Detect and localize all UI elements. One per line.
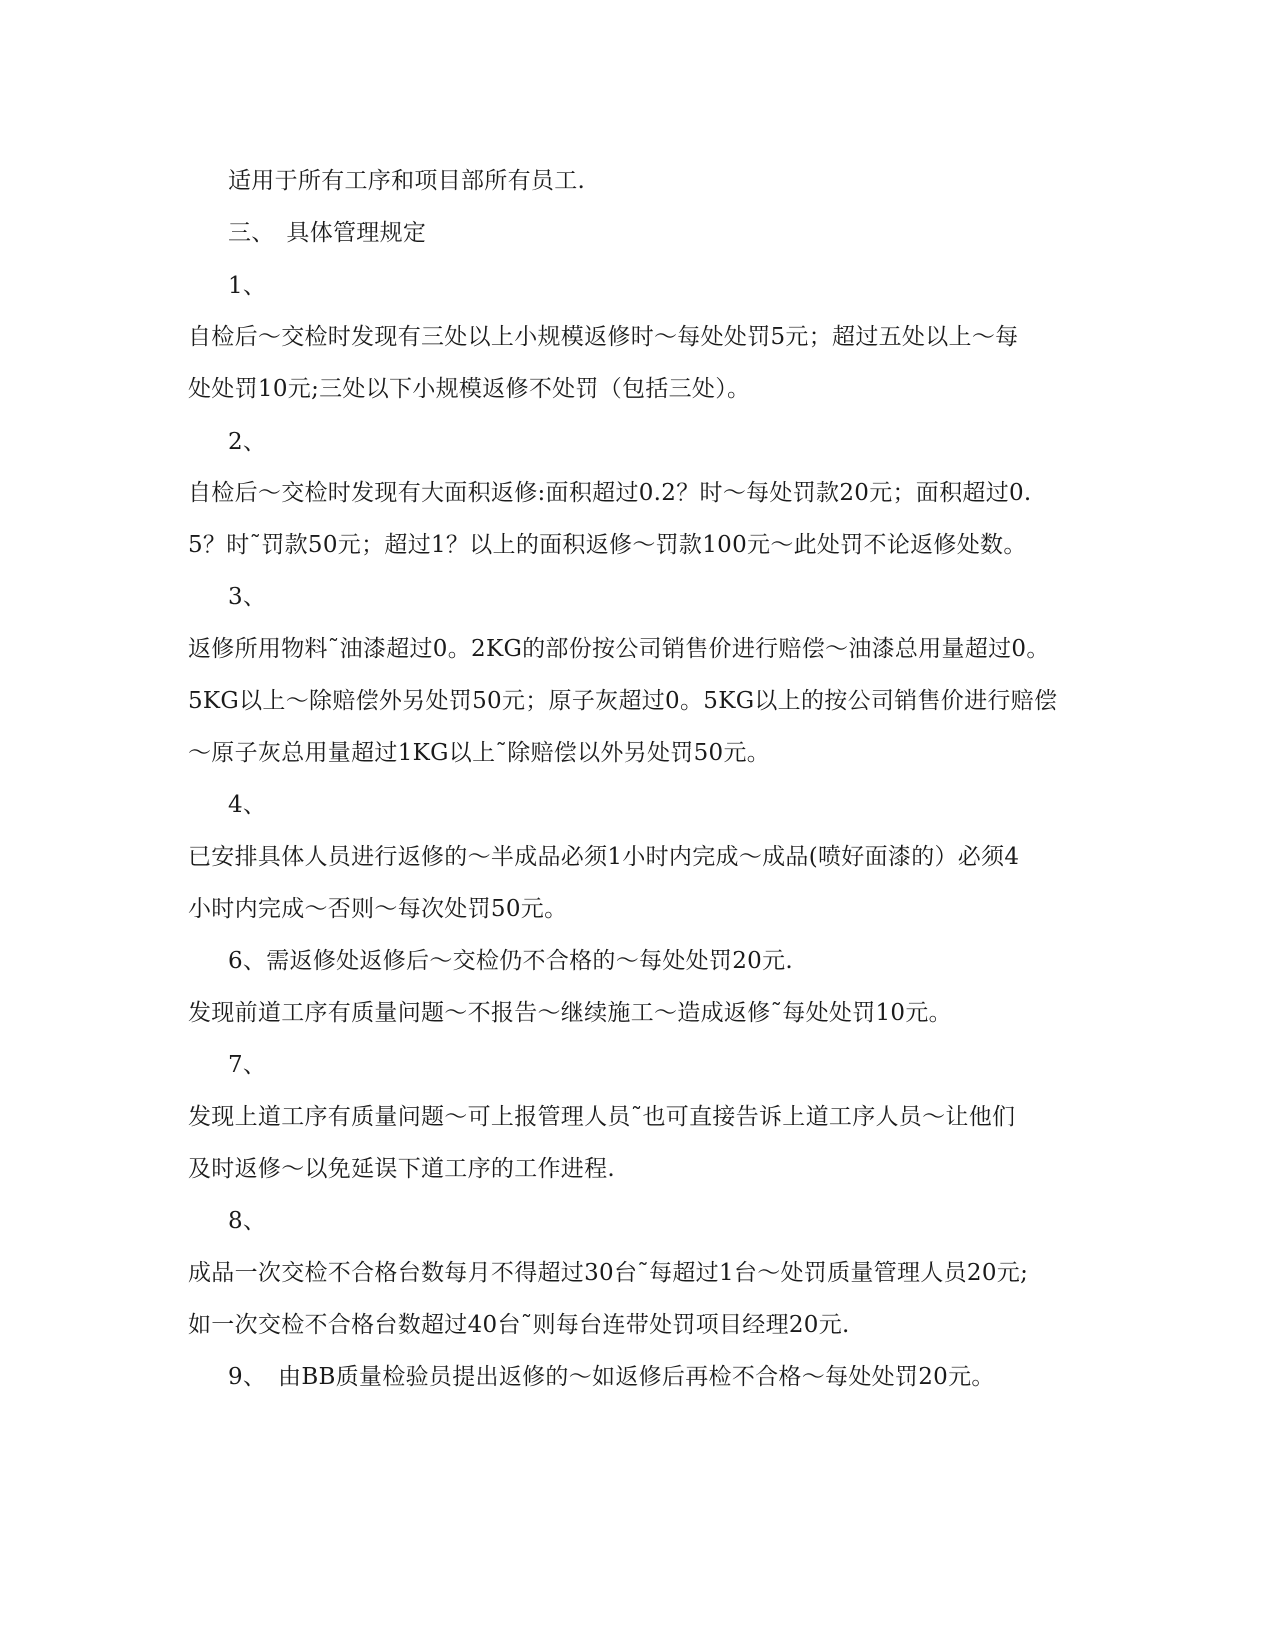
item-7-text-line-2: 及时返修～以免延误下道工序的工作进程. xyxy=(188,1156,616,1182)
item-3-text-line-2: 5KG以上～除赔偿外另处罚50元；原子灰超过0。5KG以上的按公司销售价进行赔偿 xyxy=(188,688,1058,714)
item-9-text: 9、 由BB质量检验员提出返修的～如返修后再检不合格～每处处罚20元。 xyxy=(228,1364,995,1390)
item-8-text-line-2: 如一次交检不合格台数超过40台˜则每台连带处罚项目经理20元. xyxy=(188,1312,850,1338)
item-4-text-line-2: 小时内完成～否则～每次处罚50元。 xyxy=(188,896,568,922)
item-4-text-line-1: 已安排具体人员进行返修的～半成品必须1小时内完成～成品(喷好面漆的）必须4 xyxy=(188,844,1020,870)
section-heading: 三、 具体管理规定 xyxy=(228,220,427,246)
item-3-text-line-3: ～原子灰总用量超过1KG以上˜除赔偿以外另处罚50元。 xyxy=(188,740,771,766)
item-3-text-line-1: 返修所用物料˜油漆超过0。2KG的部份按公司销售价进行赔偿～油漆总用量超过0。 xyxy=(188,636,1050,662)
item-number-3: 3、 xyxy=(228,584,267,610)
item-number-8: 8、 xyxy=(228,1208,267,1234)
item-6-text: 6、需返修处返修后～交检仍不合格的～每处处罚20元. xyxy=(228,948,794,974)
item-number-4: 4、 xyxy=(228,792,267,818)
item-8-text-line-1: 成品一次交检不合格台数每月不得超过30台˜每超过1台～处罚质量管理人员20元; xyxy=(188,1260,1029,1286)
item-number-2: 2、 xyxy=(228,429,267,455)
upstream-issue-text: 发现前道工序有质量问题～不报告～继续施工～造成返修˜每处处罚10元。 xyxy=(188,1000,952,1026)
item-number-7: 7、 xyxy=(228,1052,267,1078)
item-2-text-line-1: 自检后～交检时发现有大面积返修:面积超过0.2？时～每处罚款20元；面积超过0. xyxy=(188,480,1032,506)
item-1-text-line-1: 自检后～交检时发现有三处以上小规模返修时～每处处罚5元；超过五处以上～每 xyxy=(188,324,1019,350)
item-2-text-line-2: 5？时˜罚款50元；超过1？以上的面积返修～罚款100元～此处罚不论返修处数。 xyxy=(188,532,1027,558)
item-7-text-line-1: 发现上道工序有质量问题～可上报管理人员˜也可直接告诉上道工序人员～让他们 xyxy=(188,1104,1016,1130)
item-1-text-line-2: 处处罚10元;三处以下小规模返修不处罚（包括三处）。 xyxy=(188,376,751,402)
scope-text: 适用于所有工序和项目部所有员工. xyxy=(228,168,586,194)
item-number-1: 1、 xyxy=(228,273,267,299)
